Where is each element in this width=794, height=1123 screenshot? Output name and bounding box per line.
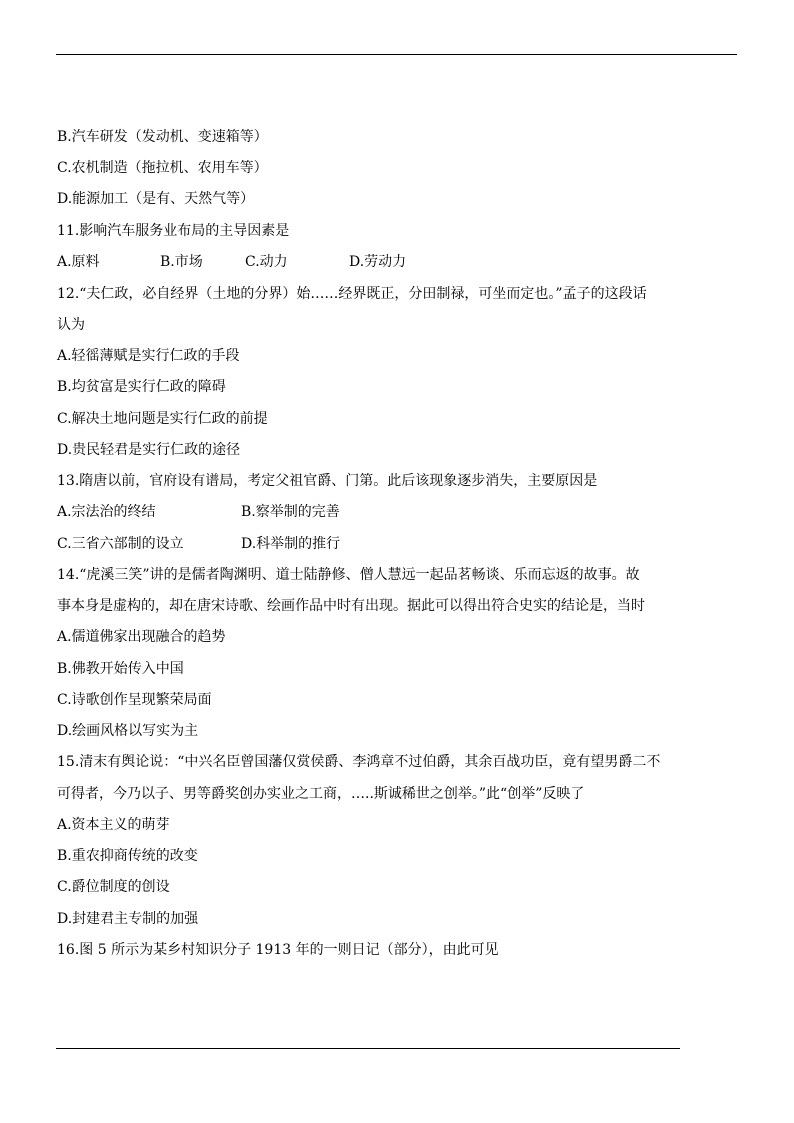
q13-option-a: A.宗法治的终结 xyxy=(57,504,156,520)
q11-stem: 11.影响汽车服务业布局的主导因素是 xyxy=(57,223,290,239)
q15-option-b: B.重农抑商传统的改变 xyxy=(57,848,198,864)
q10-option-b: B.汽车研发（发动机、变速箱等） xyxy=(57,129,268,145)
q13-stem: 13.隋唐以前，官府设有谱局，考定父祖官爵、门第。此后该现象逐步消失，主要原因是 xyxy=(57,473,598,489)
q14-option-b: B.佛教开始传入中国 xyxy=(57,661,184,677)
q13-options-row-2 xyxy=(57,535,340,553)
q14-option-d: D.绘画风格以写实为主 xyxy=(57,723,199,739)
q13-option-c: C.三省六部制的设立 xyxy=(57,536,184,552)
q13-options-row-1 xyxy=(57,503,340,521)
q16-stem: 16.图 5 所示为某乡村知识分子 1913 年的一则日记（部分），由此可见 xyxy=(57,942,499,958)
q12-option-a: A.轻徭薄赋是实行仁政的手段 xyxy=(57,348,240,364)
q14-option-c: C.诗歌创作呈现繁荣局面 xyxy=(57,692,212,708)
q14-stem-line-1: 14.“虎溪三笑”讲的是儒者陶渊明、道士陆静修、僧人慧远一起品茗畅谈、乐而忘返的故事。故 xyxy=(57,567,640,583)
footer-rule xyxy=(56,1048,680,1049)
header-rule xyxy=(56,54,737,55)
q13-option-d: D.科举制的推行 xyxy=(241,536,341,552)
q15-stem-line-2: 可得者，今乃以子、男等爵奖创办实业之工商，…..斯诚稀世之创举。”此“创举”反映了 xyxy=(57,786,585,802)
q14-option-a: A.儒道佛家出现融合的趋势 xyxy=(57,629,226,645)
q14-stem-line-2: 事本身是虚构的，却在唐宋诗歌、绘画作品中时有出现。据此可以得出符合史实的结论是，当时 xyxy=(57,598,645,614)
q13-option-b: B.察举制的完善 xyxy=(241,504,340,520)
q15-stem-line-1: 15.清末有舆论说：“中兴名臣曾国藩仅赏侯爵、李鸿章不过伯爵，其余百战功臣，竟有望男爵二不 xyxy=(57,754,661,770)
q11-option-c: C.动力 xyxy=(245,254,288,270)
q10-option-c: C.农机制造（拖拉机、农用车等） xyxy=(57,160,268,176)
q11-option-b: B.市场 xyxy=(160,254,203,270)
q12-stem-line-1: 12.“夫仁政，必自经界（土地的分界）始……经界既正，分田制禄，可坐而定也。”孟子的这段话 xyxy=(57,286,647,302)
q11-option-a: A.原料 xyxy=(57,254,100,270)
q12-option-b: B.均贫富是实行仁政的障碍 xyxy=(57,379,226,395)
q11-option-d: D.劳动力 xyxy=(349,254,407,270)
q15-option-a: A.资本主义的萌芽 xyxy=(57,817,170,833)
q10-option-d: D.能源加工（是有、天然气等） xyxy=(57,191,255,207)
q12-option-d: D.贵民轻君是实行仁政的途径 xyxy=(57,442,241,458)
q12-stem-line-2: 认为 xyxy=(57,317,85,333)
q12-option-c: C.解决土地问题是实行仁政的前提 xyxy=(57,411,268,427)
q11-options xyxy=(57,253,406,271)
q15-option-d: D.封建君主专制的加强 xyxy=(57,911,199,927)
q15-option-c: C.爵位制度的创设 xyxy=(57,879,170,895)
